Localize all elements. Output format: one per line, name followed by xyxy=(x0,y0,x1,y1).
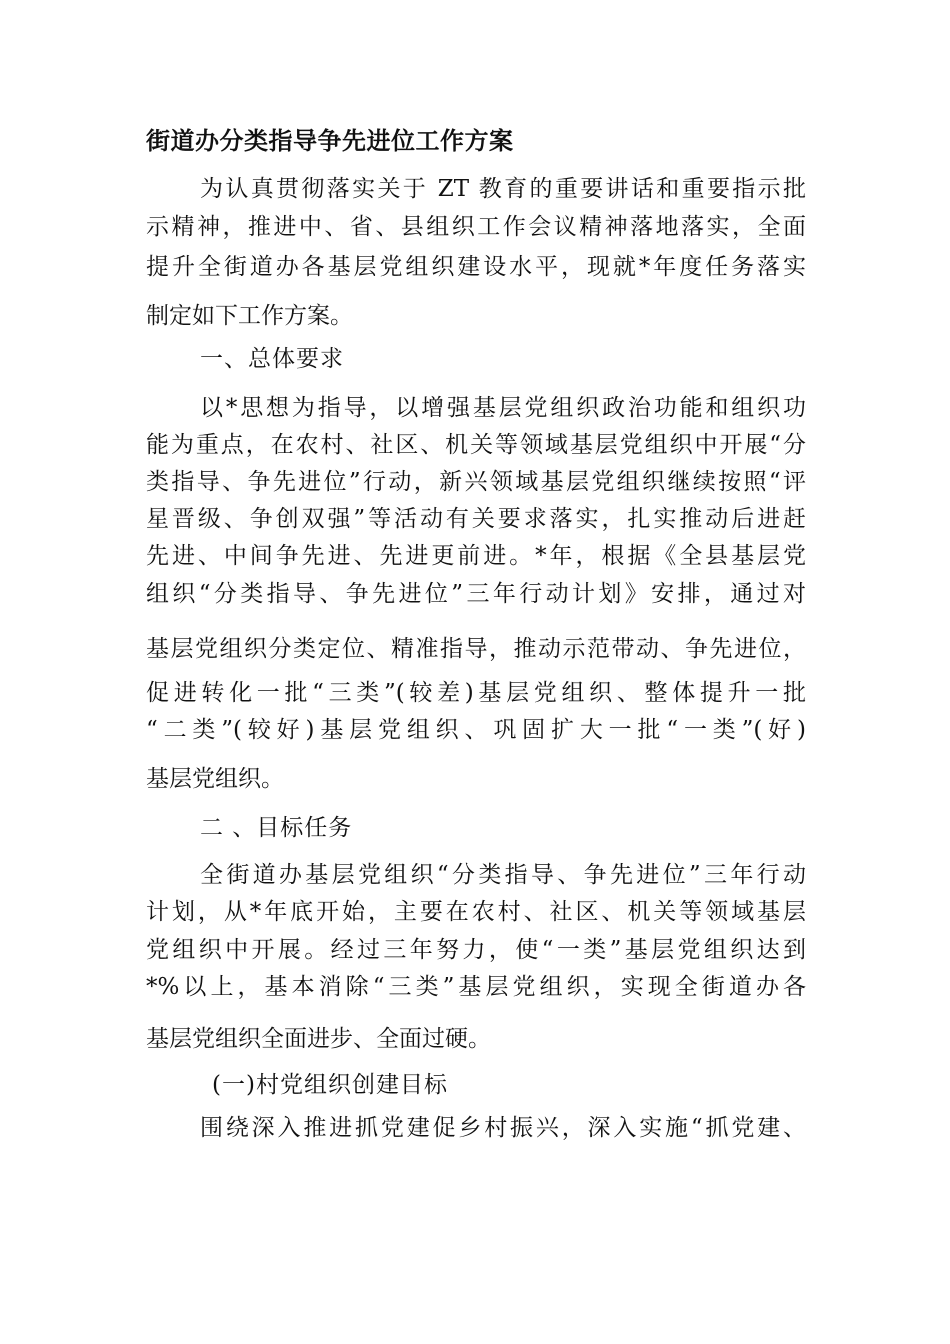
section1-line: 星晋级、争创双强”等活动有关要求落实，扎实推动后进赶 xyxy=(146,506,806,532)
intro-line: 提升全街道办各基层党组织建设水平，现就*年度任务落实 xyxy=(146,254,806,280)
section1-line: 基层党组织分类定位、精准指导，推动示范带动、争先进位， xyxy=(146,636,806,662)
section1-line: 基层党组织。 xyxy=(146,766,284,792)
section-heading-goals-tasks: 二 、目标任务 xyxy=(200,815,353,841)
document-title: 街道办分类指导争先进位工作方案 xyxy=(146,126,514,155)
section2-line: 全街道办基层党组织“分类指导、争先进位”三年行动 xyxy=(200,862,806,888)
section2-line: 党组织中开展。经过三年努力，使“一类”基层党组织达到 xyxy=(146,937,806,963)
section2-line: 基层党组织全面进步、全面过硬。 xyxy=(146,1026,491,1052)
section1-line: 类指导、争先进位”行动，新兴领域基层党组织继续按照“评 xyxy=(146,469,806,495)
intro-line: 为认真贯彻落实关于 ZT 教育的重要讲话和重要指示批 xyxy=(200,176,806,202)
section1-line: 促进转化一批“三类”(较差)基层党组织、整体提升一批 xyxy=(146,680,806,706)
subsection-heading-village-party-goals: (一)村党组织创建目标 xyxy=(212,1072,448,1098)
subsection1-line: 围绕深入推进抓党建促乡村振兴，深入实施“抓党建、 xyxy=(200,1115,806,1141)
intro-line: 制定如下工作方案。 xyxy=(146,303,353,329)
section1-line: 能为重点，在农村、社区、机关等领域基层党组织中开展“分 xyxy=(146,432,806,458)
section1-line: 先进、中间争先进、先进更前进。*年，根据《全县基层党 xyxy=(146,543,806,569)
section2-line: *%以上，基本消除“三类”基层党组织，实现全街道办各 xyxy=(146,974,806,1000)
intro-line: 示精神，推进中、省、县组织工作会议精神落地落实，全面 xyxy=(146,214,806,240)
section1-line: “二类”(较好)基层党组织、巩固扩大一批“一类”(好) xyxy=(146,717,806,743)
section-heading-overall-requirements: 一、总体要求 xyxy=(200,346,344,372)
section1-line: 以*思想为指导，以增强基层党组织政治功能和组织功 xyxy=(200,395,806,421)
section2-line: 计划，从*年底开始，主要在农村、社区、机关等领域基层 xyxy=(146,899,806,925)
section1-line: 组织“分类指导、争先进位”三年行动计划》安排，通过对 xyxy=(146,581,806,607)
